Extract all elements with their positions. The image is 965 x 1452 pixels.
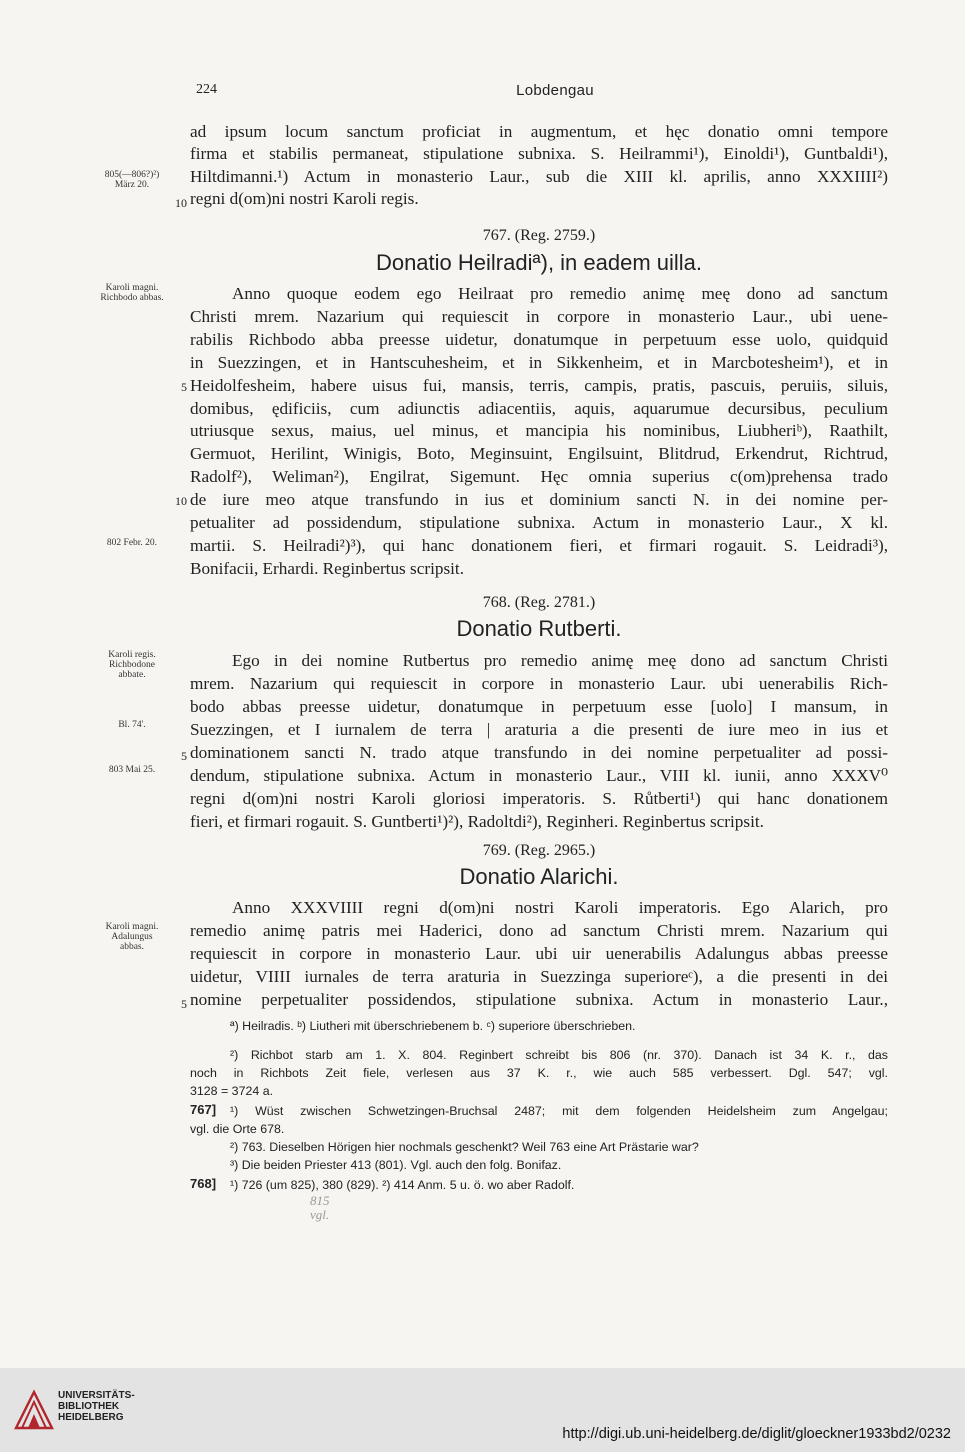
page-number: 224 [196, 82, 217, 97]
line-number: 5 [181, 749, 187, 763]
text-line: Hiltdimanni.¹) Actum in monasterio Laur., sub die XIII kl. aprilis, anno XXXIIII²) [190, 167, 888, 186]
handwritten-annotation [310, 1194, 330, 1222]
text-line: dominationem sancti N. trado atque transfundo in dei nomine perpetualiter ad possi- [190, 743, 888, 762]
running-title: Lobdengau [516, 82, 594, 99]
text-line: remedio animę patris mei Haderici, dono ad sanctum Christi mrem. Nazarium qui [190, 920, 888, 940]
text-line: rabilis Richbodo abba preesse uidetur, donatumque in perpetuum esse uolo, quidquid [190, 329, 888, 349]
footnote-line: ³) Die beiden Priester 413 (801). Vgl. auch den folg. Bonifaz. [230, 1158, 562, 1172]
charter-reg-769: 769. (Reg. 2965.) [482, 842, 596, 859]
text-line: petualiter ad possidendum, stipulatione subnixa. Actum in monasterio Laur., X kl. [190, 513, 888, 532]
text-line: Ego in dei nomine Rutbertus pro remedio animę meę dono ad sanctum Christi [232, 651, 888, 670]
text-line: dendum, stipulatione subnixa. Actum in monasterio Laur., VIII kl. iunii, anno XXXV⁰ [190, 766, 888, 785]
handwritten-text: 815 vgl. [310, 1193, 330, 1222]
library-logo-icon [14, 1386, 54, 1430]
library-name: UNIVERSITÄTS- BIBLIOTHEK HEIDELBERG [58, 1390, 135, 1423]
text-line: Bonifacii, Erhardi. Reginbertus scripsit. [190, 558, 464, 578]
viewer-footer [0, 1368, 965, 1452]
text-line: regni d(om)ni nostri Karoli regis. [190, 189, 419, 208]
footnote-line: 3128 = 3724 a. [190, 1084, 274, 1098]
footnote-variants: ª) Heilradis. ᵇ) Liutheri mit überschriebenem b. ᶜ) superiore überschrieben. [230, 1019, 636, 1033]
margin-note: 803 Mai 25. [108, 765, 156, 775]
text-line: Radolf²), Weliman²), Engilrat, Sigemunt. Hęc omnia superius c(om)prehensa trado [190, 467, 888, 487]
text-line: in Suezzingen, et in Hantscuhesheim, et in Sikkenheim, et in Marcbotesheim¹), et in [190, 352, 888, 372]
footnote-line: noch in Richbots Zeit fiele, verlesen aus 37 K. r., wie auch 585 verbessert. Dgl. 547; vgl. [190, 1066, 888, 1080]
margin-note: Richbodone [109, 660, 155, 670]
footnote-line: ¹) Wüst zwischen Schwetzingen-Bruchsal 2487; mit dem folgenden Heidelsheim zum Angelgau; [230, 1104, 888, 1118]
line-number: 5 [181, 380, 187, 394]
line-number: 5 [181, 997, 187, 1011]
margin-note: Karoli regis. [108, 650, 156, 660]
text-line: firma et stabilis permaneat, stipulatione subnixa. S. Heilrammi¹), Einoldi¹), Guntbaldi¹), [190, 144, 888, 163]
text-line: requiescit in corpore in monasterio Laur. ubi uir uenerabilis Adalungus abbas preesse [190, 943, 888, 963]
footnote-label-767: 767] [190, 1102, 217, 1117]
text-line: uidetur, VIIII iurnales de terra araturia in Suezzinga superioreᶜ), a die presenti in dei [190, 966, 888, 986]
margin-note: März 20. [114, 180, 150, 190]
line-number: 10 [175, 494, 187, 508]
charter-reg-767: 767. (Reg. 2759.) [482, 227, 596, 244]
text-line: mrem. Nazarium qui requiescit in corpore in monasterio Laur. ubi uenerabilis Rich- [190, 674, 888, 693]
text-line: martii. S. Heilradi²)³), qui hanc donationem fieri, et firmari rogauit. S. Leidradi³), [190, 535, 888, 555]
text-line: Heidolfesheim, habere uisus fui, mansis, terris, campis, pratis, pascuis, peruiis, siluis, [190, 375, 888, 395]
margin-note: abbas. [119, 942, 144, 952]
footnote-line: ²) 763. Dieselben Hörigen hier nochmals geschenkt? Weil 763 eine Art Prästarie war? [230, 1140, 699, 1154]
text-line: Suezzingen, et I iurnalem de terra | araturia a die presenti de iure meo in ius et [190, 720, 888, 739]
text-line: utriusque sexus, maius, uel minus, et mancipia his nominibus, Liubheriᵇ), Raathilt, [190, 421, 888, 441]
text-line: ad ipsum locum sanctum proficiat in augmentum, et hęc donatio omni tempore [190, 122, 888, 141]
margin-note: abbate. [118, 670, 146, 680]
charter-title-767: Donatio Heilradiª), in eadem uilla. [375, 250, 703, 275]
footnote-line: ²) Richbot starb am 1. X. 804. Reginbert schreibt bis 806 (nr. 370). Danach ist 34 K. r., das [230, 1048, 888, 1062]
footnote-line: ¹) 726 (um 825), 380 (829). ²) 414 Anm. 5 u. ö. wo aber Radolf. [230, 1178, 575, 1192]
margin-note: 805(—806?)²) [104, 170, 160, 180]
text-line: regni d(om)ni nostri Karoli gloriosi imperatoris. S. Růtberti¹) qui hanc donationem [190, 789, 888, 808]
text-line: nomine perpetualiter possidendos, stipulatione subnixa. Actum in monasterio Laur., [190, 989, 888, 1009]
charter-title-769: Donatio Alarichi. [459, 864, 619, 889]
margin-note: Bl. 74'. [118, 720, 146, 730]
line-number: 10 [175, 196, 187, 210]
text-line: de iure meo atque transfundo in ius et dominium sancti N. in dei nomine per- [190, 490, 888, 510]
margin-note: Karoli magni. [105, 922, 159, 932]
footnote-line: vgl. die Orte 678. [190, 1122, 285, 1136]
text-line: Anno quoque eodem ego Heilraat pro remedio animę meę dono ad sanctum [232, 284, 888, 303]
text-line: bodo abbas preesse uidetur, donatumque in perpetuum esse [uolo] I mansum, in [190, 697, 888, 716]
charter-title-768: Donatio Rutberti. [456, 616, 622, 641]
margin-note: Adalungus [111, 932, 153, 942]
margin-note: Richbodo abbas. [100, 293, 164, 303]
text-line: Germuot, Herilint, Winigis, Boto, Meginsuint, Engilsuint, Blitdrud, Erkendrut, Richtrud, [190, 444, 888, 464]
footnote-label-768: 768] [190, 1176, 217, 1191]
margin-note: 802 Febr. 20. [106, 538, 158, 548]
charter-reg-768: 768. (Reg. 2781.) [482, 594, 596, 611]
margin-note: Karoli magni. [105, 283, 159, 293]
text-line: fieri, et firmari rogauit. S. Guntberti¹)²), Radoltdi²), Reginheri. Reginbertus scripsit. [190, 812, 764, 831]
document-url-link[interactable]: http://digi.ub.uni-heidelberg.de/diglit/gloeckner1933bd2/0232 [562, 1426, 951, 1442]
text-line: Christi mrem. Nazarium qui requiescit in corpore in monasterio Laur., ubi uene- [190, 306, 888, 326]
text-line: Anno XXXVIIII regni d(om)ni nostri Karoli imperatoris. Ego Alarich, pro [232, 898, 888, 917]
text-line: domibus, ędificiis, cum adiunctis adiacentiis, aquis, aquarumue decursibus, peculium [190, 398, 888, 418]
